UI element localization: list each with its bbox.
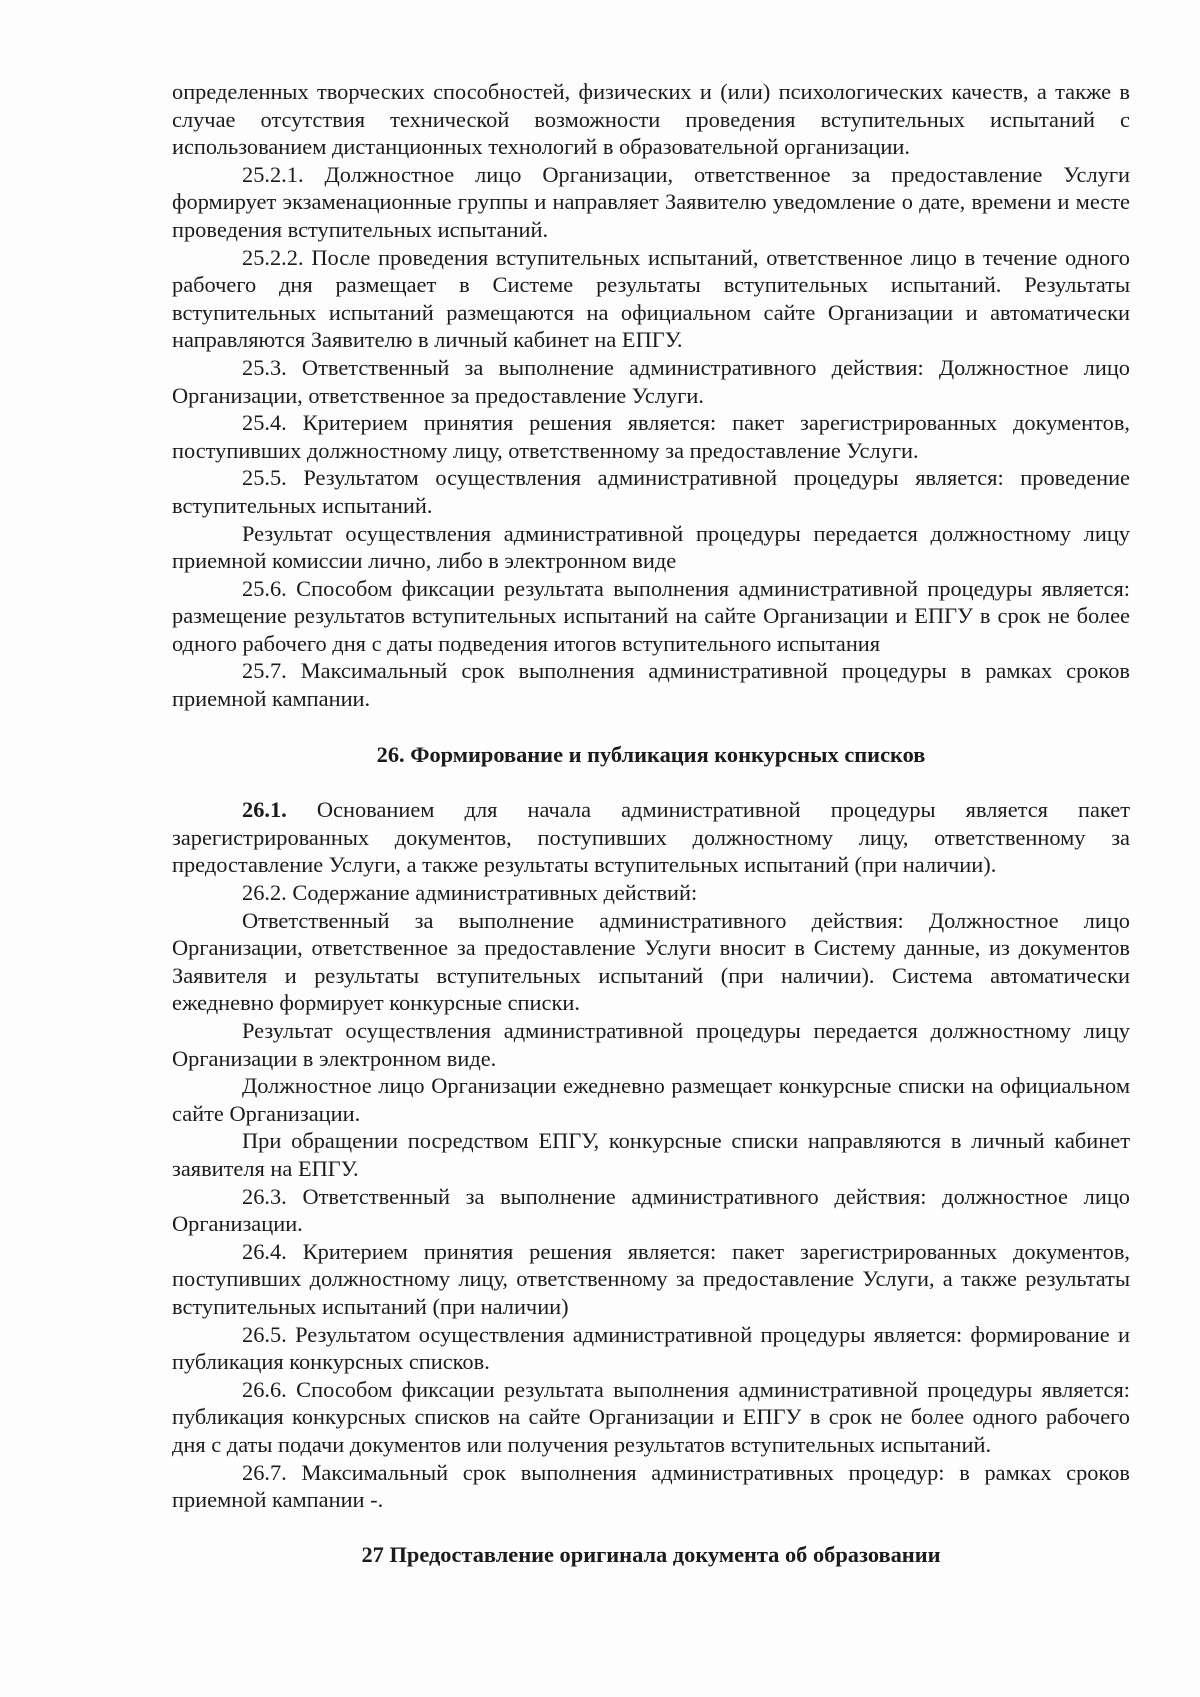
paragraph-26-1-number: 26.1.	[242, 797, 287, 823]
section-heading-27: 27 Предоставление оригинала документа об образовании	[361, 1541, 941, 1567]
paragraph-25-5: 25.5. Результатом осуществления административной процедуры является: проведение вступительных испытаний.	[172, 465, 1130, 518]
paragraph-25-2-1: 25.2.1. Должностное лицо Организации, ответственное за предоставление Услуги формирует экзаменационные группы и направляет Заявителю уведомление о дате, времени и месте проведения вступительных испытаний.	[172, 161, 1130, 242]
paragraph-26-4: 26.4. Критерием принятия решения является: пакет зарегистрированных документов, поступивших должностному лицу, ответственному за предоставление Услуги, а также результаты вступительных испытаний (при наличии)	[172, 1238, 1130, 1319]
paragraph-25-7: 25.7. Максимальный срок выполнения административной процедуры в рамках сроков приемной кампании.	[172, 658, 1130, 712]
paragraph-26-2: 26.2. Содержание административных действий:	[242, 880, 698, 906]
paragraph-26-2-epgu: При обращении посредством ЕПГУ, конкурсные списки направляются в личный кабинет заявителя на ЕПГУ.	[172, 1128, 1130, 1181]
paragraph-26-1-text: Основанием для начала административной процедуры является пакет зарегистрированных документов, поступивших должностному лицу, ответственному за предоставление Услуги, а также результаты вступительных испытаний (при наличии).	[172, 797, 1130, 878]
paragraph-26-6: 26.6. Способом фиксации результата выполнения административной процедуры является: публикация конкурсных списков на сайте Организации и ЕПГУ в срок не более одного рабочего дня с даты подачи документов или получения результатов вступительных испытаний.	[172, 1376, 1130, 1457]
paragraph-26-2-responsible: Ответственный за выполнение административного действия: Должностное лицо Организации, ответственное за предоставление Услуги вносит в Систему данные, из документов Заявителя и результаты вступительных испытаний (при наличии). Система автоматически ежедневно формирует конкурсные списки.	[172, 907, 1130, 1016]
section-heading-26: 26. Формирование и публикация конкурсных списков	[376, 741, 926, 767]
paragraph-26-2-publish: Должностное лицо Организации ежедневно размещает конкурсные списки на официальном сайте Организации.	[172, 1073, 1130, 1126]
paragraph-25-4: 25.4. Критерием принятия решения является: пакет зарегистрированных документов, поступивших должностному лицу, ответственному за предоставление Услуги.	[172, 410, 1130, 463]
paragraph-continuation: определенных творческих способностей, физических и (или) психологических качеств, а также в случае отсутствия технической возможности проведения вступительных испытаний с использованием дистанционных технологий в образовательной организации.	[172, 79, 1130, 160]
paragraph-25-2-2: 25.2.2. После проведения вступительных испытаний, ответственное лицо в течение одного рабочего дня размещает в Системе результаты вступительных испытаний. Результаты вступительных испытаний размещаются на официальном сайте Организации и автоматически направляются Заявителю в личный кабинет на ЕПГУ.	[172, 244, 1130, 353]
document-body	[172, 78, 1130, 1568]
paragraph-26-3: 26.3. Ответственный за выполнение административного действия: должностное лицо Организации.	[172, 1183, 1130, 1237]
paragraph-26-1	[172, 796, 1130, 879]
paragraph-25-5-result: Результат осуществления административной процедуры передается должностному лицу приемной комиссии лично, либо в электронном виде	[172, 520, 1130, 574]
paragraph-25-6: 25.6. Способом фиксации результата выполнения административной процедуры является: размещение результатов вступительных испытаний на сайте Организации и ЕПГУ в срок не более одного рабочего дня с даты подведения итогов вступительного испытания	[172, 575, 1130, 656]
paragraph-26-5: 26.5. Результатом осуществления административной процедуры является: формирование и публикация конкурсных списков.	[172, 1321, 1130, 1375]
paragraph-26-7: 26.7. Максимальный срок выполнения административных процедур: в рамках сроков приемной кампании -.	[172, 1459, 1130, 1513]
paragraph-26-2-result: Результат осуществления административной процедуры передается должностному лицу Организации в электронном виде.	[172, 1018, 1130, 1071]
paragraph-25-3: 25.3. Ответственный за выполнение административного действия: Должностное лицо Организации, ответственное за предоставление Услуги.	[172, 354, 1130, 408]
